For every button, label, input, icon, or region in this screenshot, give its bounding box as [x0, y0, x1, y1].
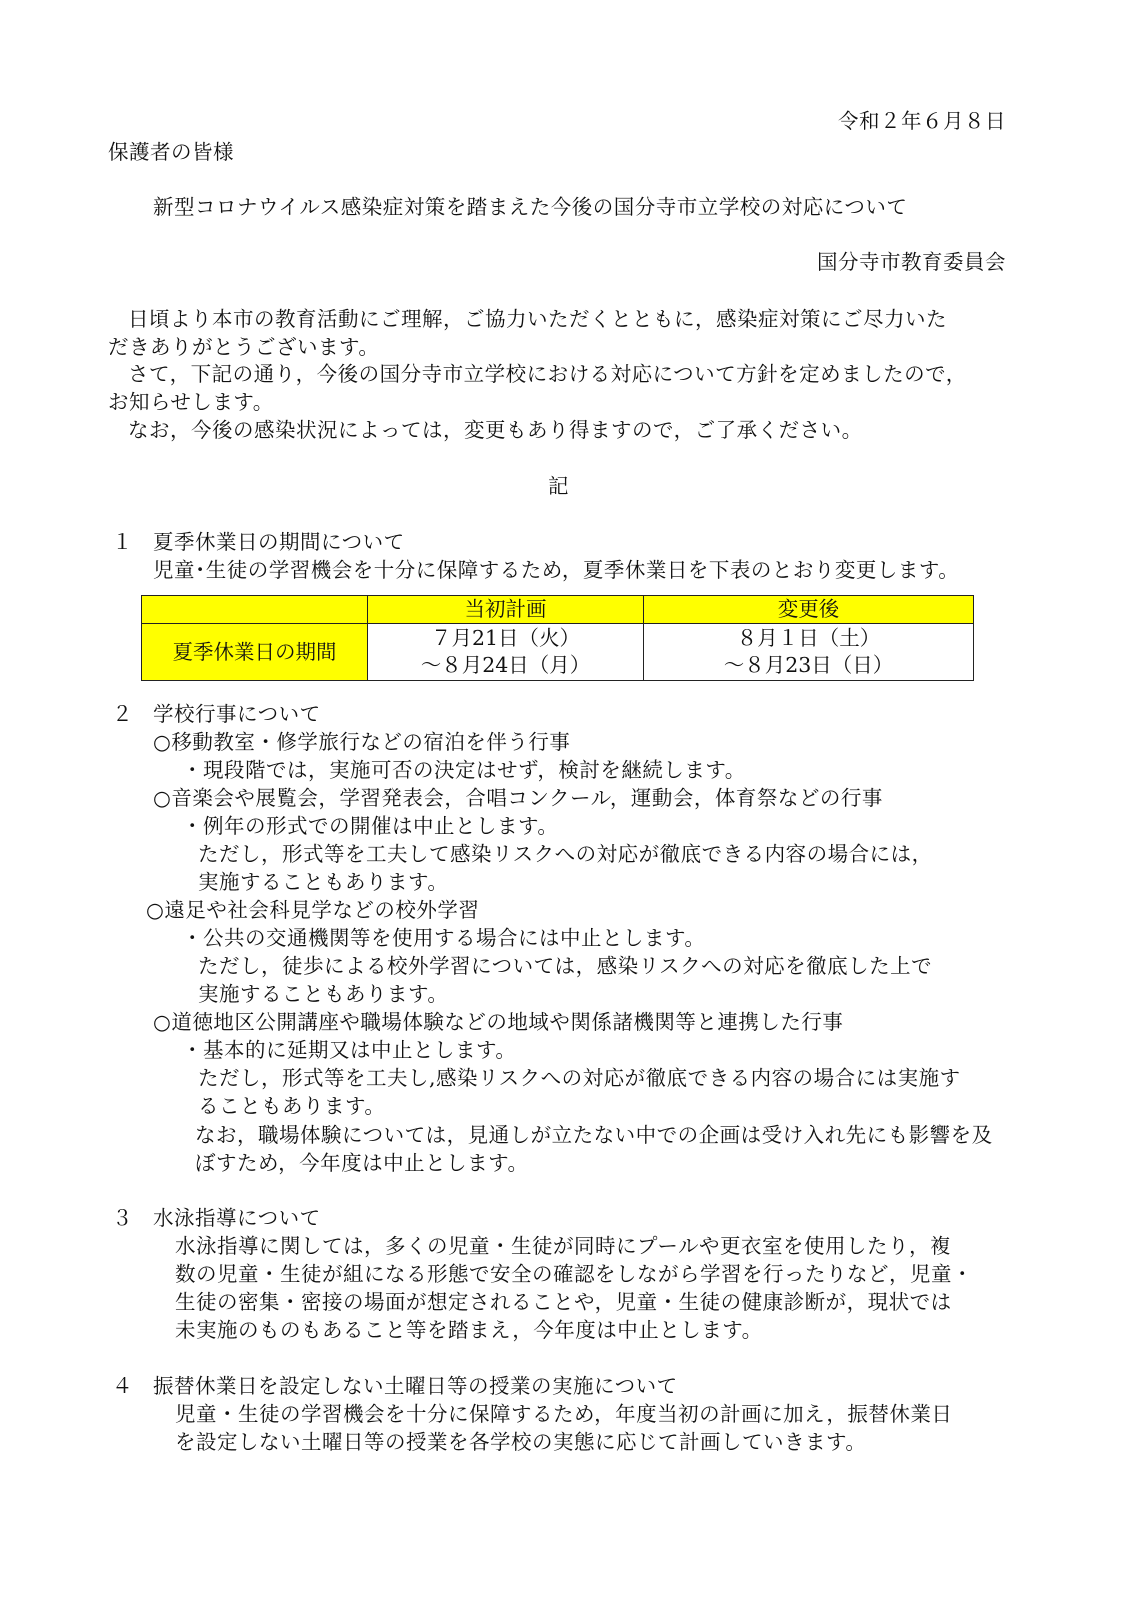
list-item: ・例年の形式での開催は中止とします。 — [182, 814, 559, 838]
list-item: ただし，形式等を工夫して感染リスクへの対応が徹底できる内容の場合には， — [198, 842, 933, 866]
section-heading: 夏季休業日の期間について — [153, 530, 405, 554]
ki-marker: 記 — [548, 474, 569, 498]
list-item: ・現段階では，実施可否の決定はせず，検討を継続します。 — [182, 758, 746, 782]
section-heading: 振替休業日を設定しない土曜日等の授業の実施について — [153, 1374, 678, 1398]
changed-end: ～８月23日（日） — [723, 653, 894, 677]
section-number: １ — [112, 530, 133, 554]
section-body-line: 数の児童・生徒が組になる形態で安全の確認をしながら学習を行ったりなど，児童・ — [175, 1262, 973, 1286]
document-title: 新型コロナウイルス感染症対策を踏まえた今後の国分寺市立学校の対応について — [153, 195, 908, 219]
changed-start: ８月１日（土） — [736, 626, 881, 650]
list-item: ○遠足や社会科見学などの校外学習 — [146, 898, 480, 922]
list-item: ○道徳地区公開講座や職場体験などの地域や関係諸機関等と連携した行事 — [153, 1010, 844, 1034]
section-body-line: 児童・生徒の学習機会を十分に保障するため，年度当初の計画に加え，振替休業日 — [175, 1402, 953, 1426]
intro-line: お知らせします。 — [108, 390, 274, 414]
list-item: ○移動教室・修学旅行などの宿泊を伴う行事 — [153, 730, 571, 754]
table-cell-changed — [644, 624, 974, 681]
list-item: ・公共の交通機関等を使用する場合には中止とします。 — [182, 926, 706, 950]
table-row-label: 夏季休業日の期間 — [142, 624, 368, 681]
list-item: ぼすため，今年度は中止とします。 — [195, 1151, 529, 1175]
section-number: ２ — [112, 702, 133, 726]
intro-line: だきありがとうございます。 — [108, 335, 380, 359]
table-header-changed: 変更後 — [644, 596, 974, 624]
table-corner-cell — [142, 596, 368, 624]
original-end: ～８月24日（月） — [420, 653, 591, 677]
section-body-line: 水泳指導に関しては，多くの児童・生徒が同時にプールや更衣室を使用したり，複 — [175, 1234, 951, 1258]
list-item: ただし，徒歩による校外学習については，感染リスクへの対応を徹底した上で — [198, 954, 933, 978]
section-body-line: 未実施のものもあること等を踏まえ，今年度は中止とします。 — [175, 1318, 763, 1342]
section-body-line: 生徒の密集・密接の場面が想定されることや，児童・生徒の健康診断が，現状では — [175, 1290, 952, 1314]
table-header-original: 当初計画 — [368, 596, 644, 624]
list-item: 実施することもあります。 — [198, 982, 449, 1006]
list-item: 実施することもあります。 — [198, 870, 449, 894]
sender: 国分寺市教育委員会 — [817, 250, 1006, 274]
original-start: ７月21日（火） — [430, 626, 581, 650]
table-cell-original — [368, 624, 644, 681]
list-item: ○音楽会や展覧会，学習発表会，合唱コンクール，運動会，体育祭などの行事 — [153, 786, 883, 810]
list-item: なお，職場体験については，見通しが立たない中での企画は受け入れ先にも影響を及 — [195, 1123, 993, 1147]
document-date: 令和２年６月８日 — [838, 109, 1006, 133]
section-heading: 水泳指導について — [153, 1206, 321, 1230]
section-number: ３ — [112, 1206, 133, 1230]
section-body: 児童･生徒の学習機会を十分に保障するため，夏季休業日を下表のとおり変更します。 — [153, 558, 960, 582]
intro-line: 日頃より本市の教育活動にご理解，ご協力いただくとともに，感染症対策にご尽力いた — [128, 307, 947, 331]
intro-line: さて，下記の通り，今後の国分寺市立学校における対応について方針を定めましたので， — [128, 362, 967, 386]
section-heading: 学校行事について — [153, 702, 321, 726]
list-item: ただし，形式等を工夫し,感染リスクへの対応が徹底できる内容の場合には実施す — [198, 1066, 961, 1090]
list-item: ・基本的に延期又は中止とします。 — [182, 1038, 517, 1062]
section-number: ４ — [112, 1374, 133, 1398]
section-body-line: を設定しない土曜日等の授業を各学校の実態に応じて計画していきます。 — [175, 1430, 867, 1454]
list-item: ることもあります。 — [198, 1094, 386, 1118]
summer-break-table — [141, 595, 974, 681]
recipient: 保護者の皆様 — [108, 140, 234, 164]
intro-line: なお，今後の感染状況によっては，変更もあり得ますので，ご了承ください。 — [128, 418, 863, 442]
